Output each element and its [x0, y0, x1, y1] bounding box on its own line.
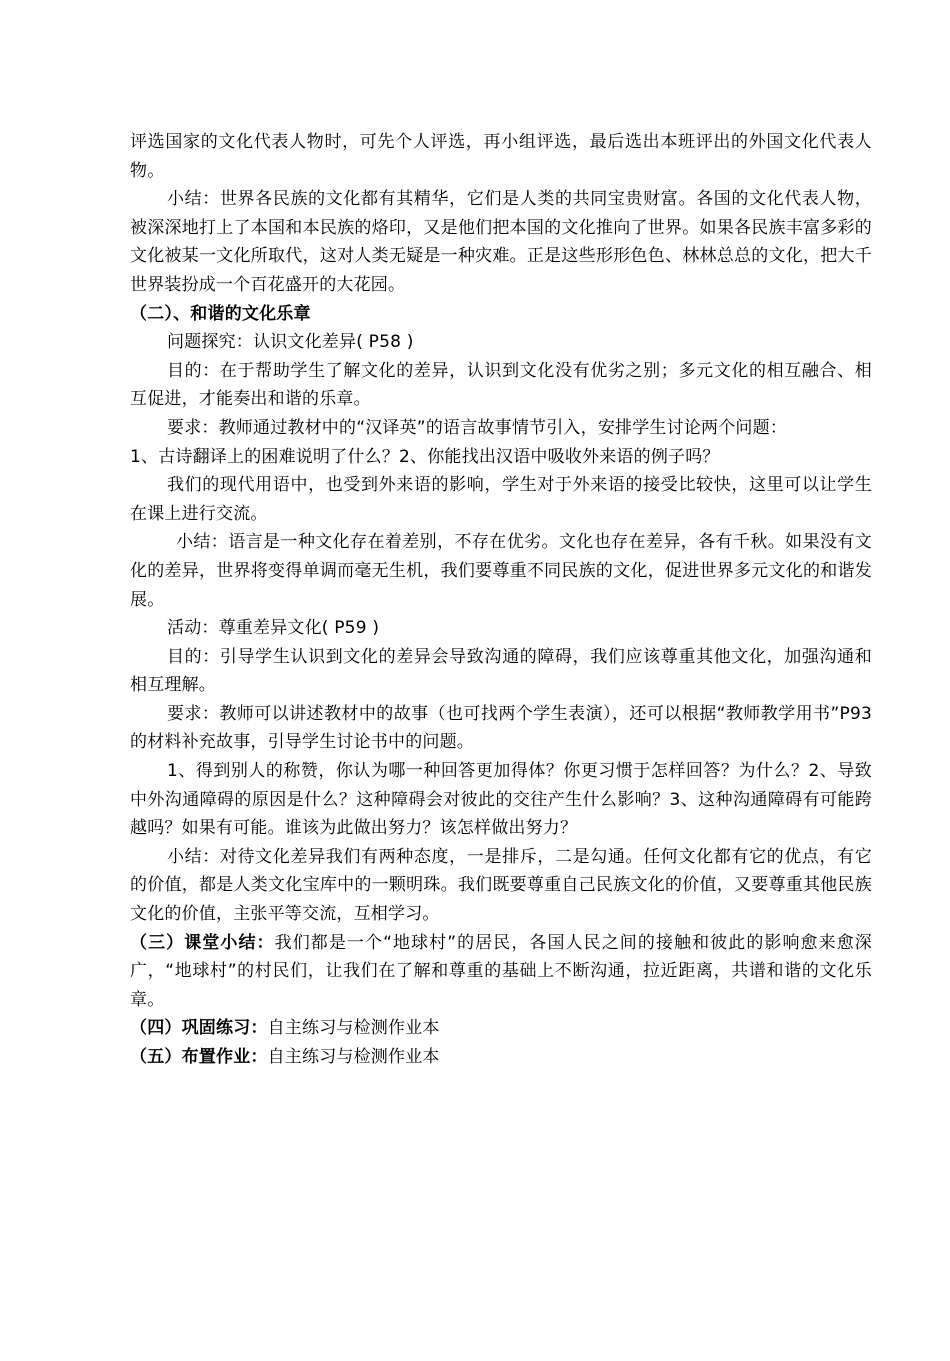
paragraph-summary-attitudes: 小结：对待文化差异我们有两种态度，一是排斥，二是勾通。任何文化都有它的优点，有它的价值，都是人类文化宝库中的一颗明珠。我们既要尊重自己民族文化的价值，又要尊重其他民族文化的价值，主张平等交流，互相学习。 [130, 846, 872, 925]
paragraph-activity-goal: 目的：引导学生认识到文化的差异会导致沟通的障碍，我们应该尊重其他文化，加强沟通和相互理解。 [130, 646, 872, 696]
paragraph-inquiry-title: 问题探究：认识文化差异( P58 ) [167, 332, 414, 353]
section-heading-harmonious-culture: （二）、和谐的文化乐章 [130, 303, 311, 324]
class-summary-text: 我们都是一个“地球村”的居民，各国人民之间的接触和彼此的影响愈来愈深广，“地球村”的村民们，让我们在了解和尊重的基础上不断沟通，拉近距离，共谱和谐的文化乐章。 [130, 932, 872, 1010]
paragraph-inquiry-questions: 1、古诗翻译上的困难说明了什么？2、你能找出汉语中吸收外来语的例子吗？ [130, 446, 720, 467]
paragraph-inquiry-requirement: 要求：教师通过教材中的“汉译英”的语言故事情节引入，安排学生讨论两个问题： [167, 417, 788, 438]
paragraph-activity-requirement: 要求：教师可以讲述教材中的故事（也可找两个学生表演），还可以根据“教师教学用书”P93的材料补充故事，引导学生讨论书中的问题。 [130, 703, 872, 753]
paragraph-summary-world-cultures: 小结：世界各民族的文化都有其精华，它们是人类的共同宝贵财富。各国的文化代表人物，被深深地打上了本国和本民族的烙印，又是他们把本国的文化推向了世界。如果各民族丰富多彩的文化被某一文化所取代，这对人类无疑是一种灾难。正是这些形形色色、林林总总的文化，把大千世界装扮成一个百花盛开的大花园。 [130, 189, 872, 295]
paragraph-loanwords: 我们的现代用语中，也受到外来语的影响，学生对于外来语的接受比较快，这里可以让学生在课上进行交流。 [130, 475, 872, 524]
paragraph-activity-questions: 1、得到别人的称赞，你认为哪一种回答更加得体？你更习惯于怎样回答？为什么？2、导致中外沟通障碍的原因是什么？这种障碍会对彼此的交往产生什么影响？3、这种沟通障碍有可能跨越吗？如果有可能。谁该为此做出努力？该怎样做出努力？ [130, 761, 872, 839]
class-summary-label: （三）课堂小结： [130, 932, 275, 953]
section-practice [130, 1014, 872, 1043]
paragraph-inquiry-goal: 目的：在于帮助学生了解文化的差异，认识到文化没有优劣之别；多元文化的相互融合、相互促进，才能奏出和谐的乐章。 [130, 360, 872, 410]
practice-text: 自主练习与检测作业本 [267, 1018, 440, 1039]
practice-label: （四）巩固练习： [130, 1018, 268, 1039]
paragraph-selection-method: 评选国家的文化代表人物时，可先个人评选，再小组评选，最后选出本班评出的外国文化代表人物。 [130, 132, 872, 181]
document-page [130, 128, 872, 1072]
section-class-summary [130, 929, 872, 1015]
paragraph-activity-title: 活动：尊重差异文化( P59 ) [167, 618, 380, 639]
section-homework [130, 1043, 872, 1072]
paragraph-summary-language: 小结：语言是一种文化存在着差别，不存在优劣。文化也存在差异，各有千秋。如果没有文化的差异，世界将变得单调而毫无生机，我们要尊重不同民族的文化，促进世界多元文化的和谐发展。 [130, 532, 872, 610]
homework-text: 自主练习与检测作业本 [267, 1047, 440, 1067]
homework-label: （五）布置作业： [130, 1047, 268, 1067]
